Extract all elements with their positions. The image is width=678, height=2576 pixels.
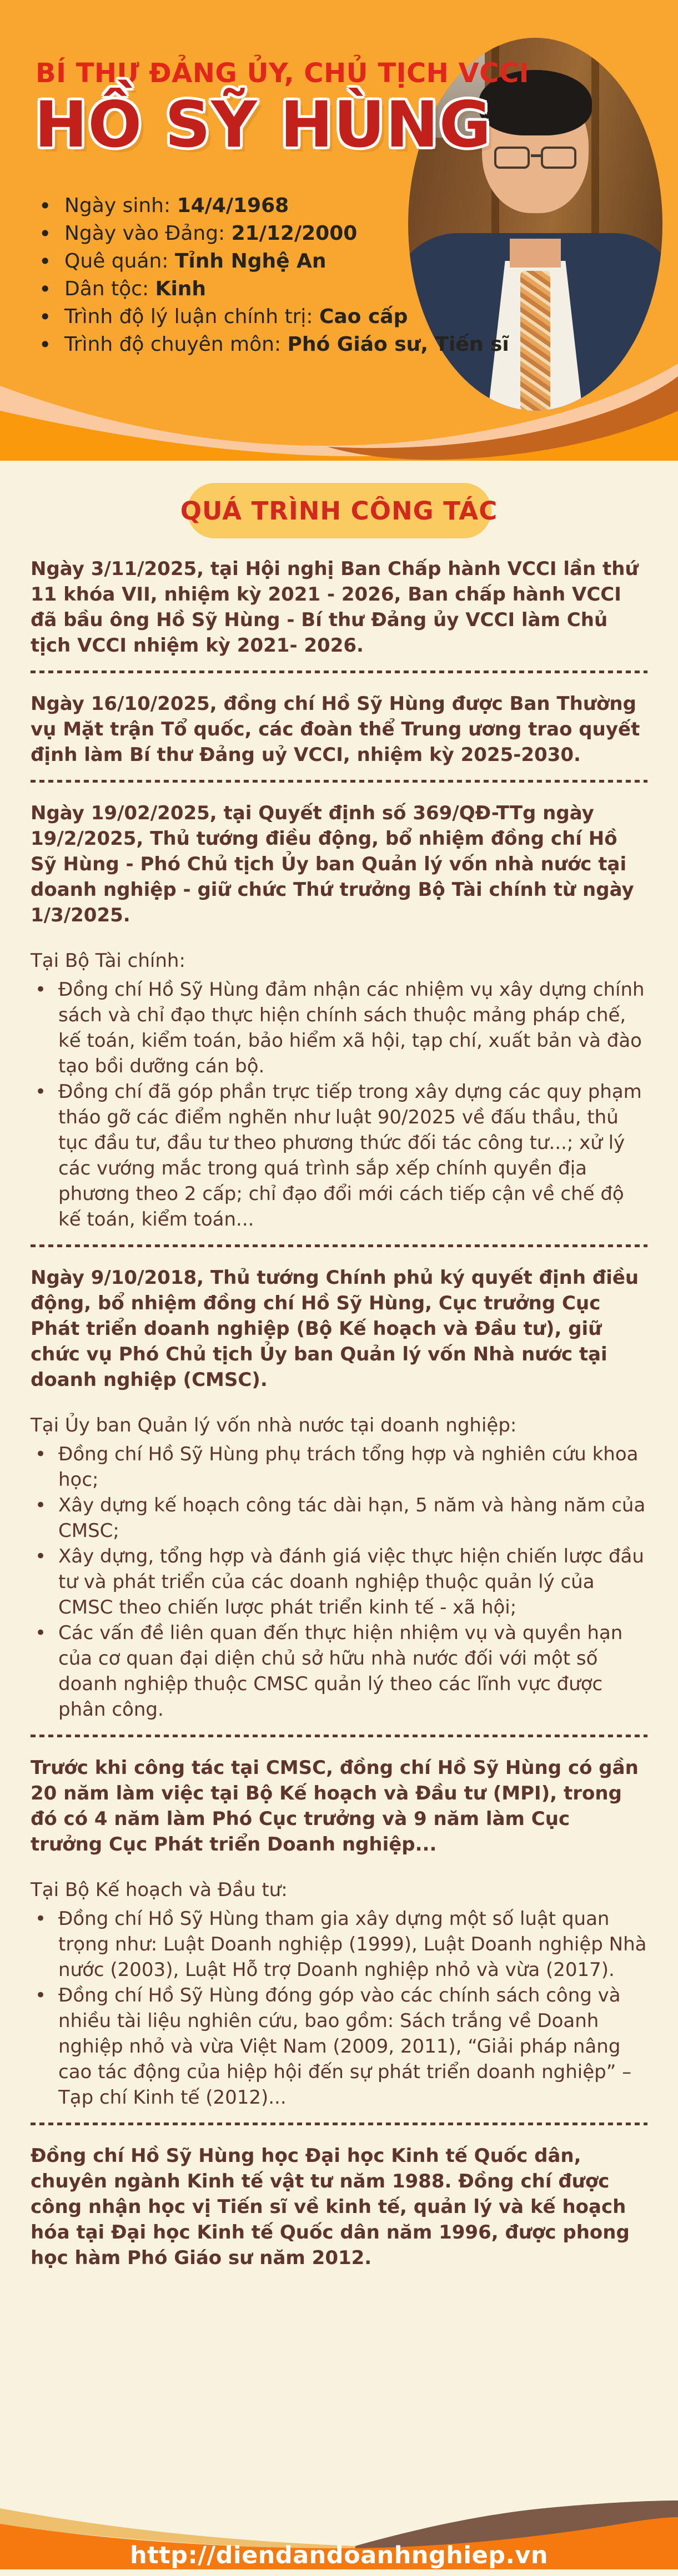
glasses-lens-right — [541, 147, 576, 169]
bullet-dot-icon: • — [35, 1984, 47, 2007]
bullet-dot-icon: • — [39, 277, 52, 301]
subsection-label-cmsc: Tại Ủy ban Quản lý vốn nhà nước tại doanh nghiệp: — [31, 1414, 517, 1436]
dashed-divider — [31, 671, 647, 673]
dashed-divider — [31, 2123, 647, 2125]
dashed-divider — [31, 1735, 647, 1737]
bullet-dot-icon: • — [35, 979, 47, 1001]
list-item: • Đồng chí Hồ Sỹ Hùng đóng góp vào các chính sách công và nhiều tài liệu nghiên cứu, bao gồm: Sách trắng về Doanh nghiệp nhỏ và vừa Việt Nam (2009, 2011), “Giải pháp nâng cao tác động của hiệp hội đến sự phát triển doanh nghiệp” – Tạp chí Kinh tế (2012)... — [31, 1983, 647, 2110]
bullet-dot-icon: • — [35, 1622, 47, 1644]
header-swoosh-decoration — [0, 333, 678, 461]
list-item: • Xây dựng, tổng hợp và đánh giá việc thực hiện chiến lược đầu tư và phát triển của các doanh nghiệp thuộc quản lý của CMSC theo chiến lược phát triển kinh tế - xã hội; — [31, 1544, 647, 1620]
career-paragraph: Ngày 3/11/2025, tại Hội nghị Ban Chấp hành VCCI lần thứ 11 khóa VII, nhiệm kỳ 2021 - 2026, Ban chấp hành VCCI đã bầu ông Hồ Sỹ Hùng - Bí thư Đảng ủy VCCI làm Chủ tịch VCCI nhiệm kỳ 2021- 2026. — [31, 558, 639, 657]
person-name: HỒ SỸ HÙNG — [34, 88, 492, 162]
section-title-pill — [180, 483, 498, 538]
list-item: • Đồng chí Hồ Sỹ Hùng tham gia xây dựng một số luật quan trọng như: Luật Doanh nghiệp (1999), Luật Doanh nghiệp Nhà nước (2003), Luật Hỗ trợ Doanh nghiệp nhỏ và vừa (2017). — [31, 1906, 647, 1983]
list-item: • Xây dựng kế hoạch công tác dài hạn, 5 năm và hàng năm của CMSC; — [31, 1493, 647, 1544]
career-paragraph: Đồng chí Hồ Sỹ Hùng học Đại học Kinh tế Quốc dân, chuyên ngành Kinh tế vật tư năm 1988. Đồng chí được công nhận học vị Tiến sĩ về kinh tế, quản lý và kế hoạch hóa tại Đại học Kinh tế Quốc dân năm 1996, được phong học hàm Phó Giáo sư năm 2012. — [31, 2145, 630, 2269]
career-paragraph: Ngày 19/02/2025, tại Quyết định số 369/QĐ-TTg ngày 19/2/2025, Thủ tướng điều động, bổ nhiệm đồng chí Hồ Sỹ Hùng - Phó Chủ tịch Ủy ban Quản lý vốn nhà nước tại doanh nghiệp - giữ chức Thứ trưởng Bộ Tài chính từ ngày 1/3/2025. — [31, 802, 634, 926]
info-item-political-theory: • Trình độ lý luận chính trị: Cao cấp — [36, 303, 458, 331]
cmsc-duties-list — [31, 1441, 647, 1722]
info-item-hometown: • Quê quán: Tỉnh Nghệ An — [36, 248, 458, 275]
subsection-label-mof: Tại Bộ Tài chính: — [31, 950, 185, 972]
info-item-party-date: • Ngày vào Đảng: 21/12/2000 — [36, 220, 458, 248]
bullet-dot-icon: • — [35, 1443, 47, 1465]
bullet-dot-icon: • — [35, 1081, 47, 1103]
list-item: • Các vấn đề liên quan đến thực hiện nhiệm vụ và quyền hạn của cơ quan đại diện chủ sở hữu nhà nước đối với một số doanh nghiệp thuộc CMSC quản lý theo các lĩnh vực được phân công. — [31, 1620, 647, 1722]
info-item-qualification: • Trình độ chuyên môn: Phó Giáo sư, Tiến sĩ — [36, 331, 458, 359]
dashed-divider — [31, 780, 647, 783]
mof-duties-list — [31, 977, 647, 1232]
header-section — [0, 0, 678, 461]
info-item-ethnicity: • Dân tộc: Kinh — [36, 275, 458, 303]
bullet-dot-icon: • — [35, 1908, 47, 1930]
glasses-bridge — [531, 154, 541, 157]
subsection-label-mpi: Tại Bộ Kế hoạch và Đầu tư: — [31, 1879, 288, 1901]
bullet-dot-icon: • — [35, 1545, 47, 1567]
career-paragraph: Ngày 9/10/2018, Thủ tướng Chính phủ ký quyết định điều động, bổ nhiệm đồng chí Hồ Sỹ Hùng, Cục trưởng Cục Phát triển doanh nghiệp (Bộ Kế hoạch và Đầu tư), giữ chức vụ Phó Chủ tịch Ủy ban Quản lý vốn Nhà nước tại doanh nghiệp (CMSC). — [31, 1267, 639, 1391]
list-item: • Đồng chí Hồ Sỹ Hùng phụ trách tổng hợp và nghiên cứu khoa học; — [31, 1441, 647, 1493]
bullet-dot-icon: • — [39, 249, 52, 274]
footer-section — [0, 2495, 678, 2576]
bullet-dot-icon: • — [39, 194, 52, 218]
list-item: • Đồng chí Hồ Sỹ Hùng đảm nhận các nhiệm vụ xây dựng chính sách và chỉ đạo thực hiện chính sách thuộc mảng pháp chế, kế toán, kiểm toán, bảo hiểm xã hội, tạp chí, xuất bản và đào tạo bồi dưỡng cán bộ. — [31, 977, 647, 1079]
career-paragraph: Trước khi công tác tại CMSC, đồng chí Hồ Sỹ Hùng có gần 20 năm làm việc tại Bộ Kế hoạch và Đầu tư (MPI), trong đó có 4 năm làm Phó Cục trưởng và 9 năm làm Cục trưởng Cục Phát triển Doanh nghiệp... — [31, 1757, 639, 1856]
list-item: • Đồng chí đã góp phần trực tiếp trong xây dựng các quy phạm tháo gỡ các điểm nghẽn như luật 90/2025 về đấu thầu, thủ tục đầu tư, đầu tư theo phương thức đối tác công tư...; xử lý các vướng mắc trong quá trình sắp xếp chính quyền địa phương theo 2 cấp; chỉ đạo đổi mới cách tiếp cận về chế độ kế toán, kiểm toán... — [31, 1079, 647, 1232]
footer-url-link[interactable]: http://diendandoanhnghiep.vn — [129, 2542, 549, 2569]
career-paragraph: Ngày 16/10/2025, đồng chí Hồ Sỹ Hùng được Ban Thường vụ Mặt trận Tổ quốc, các đoàn thể Trung ương trao quyết định làm Bí thư Đảng uỷ VCCI, nhiệm kỳ 2025-2030. — [31, 693, 640, 766]
career-section — [0, 461, 678, 2495]
bullet-dot-icon: • — [35, 1494, 47, 1516]
mpi-duties-list — [31, 1906, 647, 2110]
info-item-birthdate: • Ngày sinh: 14/4/1968 — [36, 192, 458, 220]
section-title: QUÁ TRÌNH CÔNG TÁC — [180, 496, 498, 526]
portrait-neck — [510, 239, 561, 268]
header-role-title: BÍ THƯ ĐẢNG ỦY, CHỦ TỊCH VCCI — [36, 58, 530, 89]
dashed-divider — [31, 1244, 647, 1247]
bullet-dot-icon: • — [39, 332, 52, 357]
glasses-lens-left — [494, 147, 530, 169]
portrait-glasses — [491, 147, 580, 170]
bullet-dot-icon: • — [39, 305, 52, 329]
bullet-dot-icon: • — [39, 221, 52, 246]
